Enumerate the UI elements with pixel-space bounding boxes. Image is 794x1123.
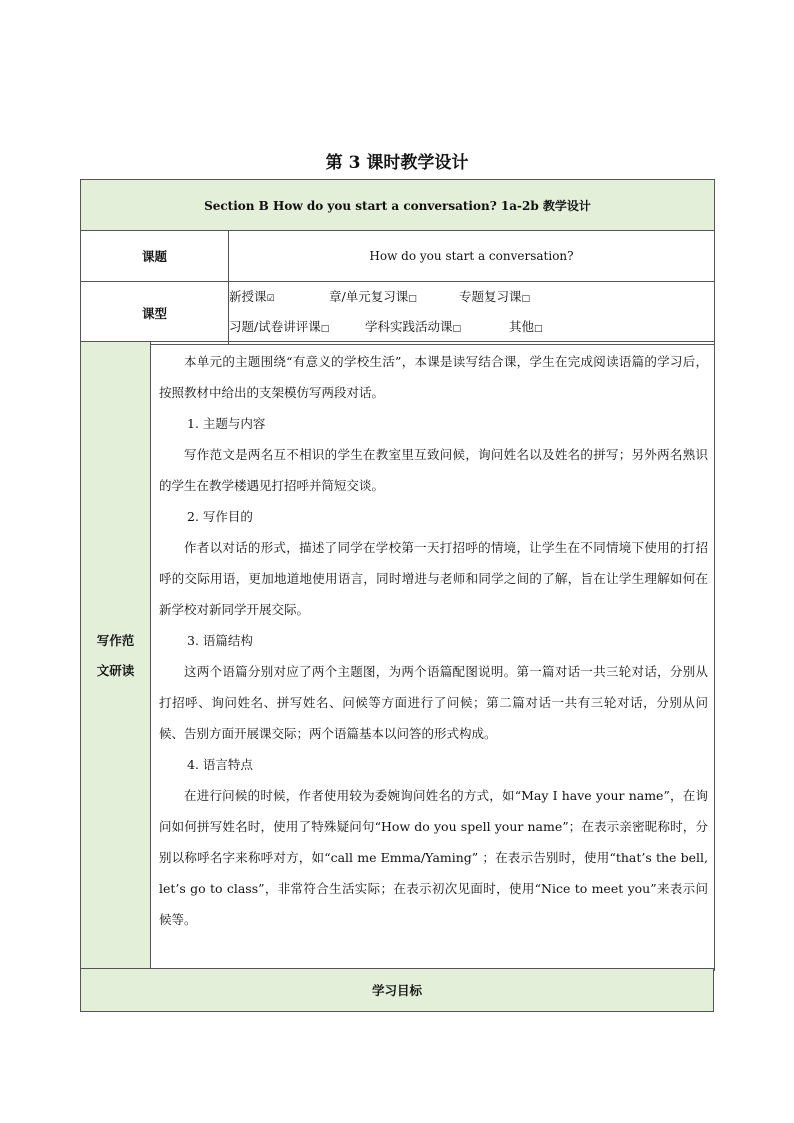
reading-section-table xyxy=(80,341,715,971)
heading-topic-content: 1. 主题与内容 xyxy=(187,416,266,431)
heading-text-structure: 3. 语篇结构 xyxy=(187,633,253,648)
topic-value: How do you start a conversation? xyxy=(229,231,715,282)
heading-writing-purpose: 2. 写作目的 xyxy=(187,509,253,524)
section-label: 写作范 文研读 xyxy=(81,342,151,971)
lesson-type-option[interactable]: 学科实践活动课□ xyxy=(365,319,462,334)
checkbox-icon: □ xyxy=(320,324,330,334)
topic-content-paragraph: 写作范文是两名互不相识的学生在教室里互致问候，询问姓名以及姓名的拼写；另外两名熟识的学生在教学楼遇见打招呼并简短交谈。 xyxy=(159,447,708,493)
intro-paragraph: 本单元的主题围绕“有意义的学校生活”，本课是读写结合课，学生在完成阅读语篇的学习后，按照教材中给出的支架模仿写两段对话。 xyxy=(159,354,708,400)
language-features-paragraph: 在进行问候的时候，作者使用较为委婉询问姓名的方式，如“May I have your name”，在询问如何拼写姓名时，使用了特殊疑问句“How do you spell your name”；在表示亲密昵称时，分别以称呼名字来称呼对方，如“call me Emma/Yaming” ；在表示告别时，使用“that’s the bell, let’s go to class”，非常符合生活实际；在表示初次见面时，使用“Nice to meet you”来表示问候等。 xyxy=(159,788,708,927)
text-structure-paragraph: 这两个语篇分别对应了两个主题图，为两个语篇配图说明。第一篇对话一共三轮对话，分别从打招呼、询问姓名、拼写姓名、问候等方面进行了问候；第二篇对话一共有三轮对话，分别从问候、告别方面开展课交际；两个语篇基本以问答的形式构成。 xyxy=(159,664,708,741)
lesson-type-label: 课型 xyxy=(81,282,229,345)
goals-table xyxy=(80,968,714,1012)
checkbox-icon: □ xyxy=(521,294,531,304)
lesson-type-row-2 xyxy=(229,313,714,343)
checkbox-icon: □ xyxy=(408,294,417,304)
learning-goals-header: 学习目标 xyxy=(81,969,714,1012)
checkbox-icon: □ xyxy=(534,324,543,334)
writing-purpose-paragraph: 作者以对话的形式，描述了同学在学校第一天打招呼的情境，让学生在不同情境下使用的打招呼的交际用语，更加地道地使用语言，同时增进与老师和同学之间的了解，旨在让学生理解如何在新学校对新同学开展交际。 xyxy=(159,540,708,617)
lesson-type-option[interactable]: 习题/试卷讲评课□ xyxy=(229,319,330,334)
checkbox-icon: □ xyxy=(452,324,462,334)
heading-language-features: 4. 语言特点 xyxy=(187,757,253,772)
lesson-type-options xyxy=(229,282,715,345)
lesson-type-option[interactable]: 章/单元复习课□ xyxy=(329,289,417,304)
document-title: 第 3 课时教学设计 xyxy=(325,153,469,173)
lesson-type-option[interactable]: 专题复习课□ xyxy=(459,289,531,304)
lesson-type-option[interactable]: 新授课☑ xyxy=(229,289,275,304)
section-content xyxy=(151,342,715,971)
lesson-design-table xyxy=(80,179,715,345)
table-header: Section B How do you start a conversation? 1a-2b 教学设计 xyxy=(81,180,715,231)
lesson-type-option[interactable]: 其他□ xyxy=(509,319,543,334)
checked-box-icon: ☑ xyxy=(266,294,275,304)
lesson-type-row-1 xyxy=(229,283,714,313)
topic-label: 课题 xyxy=(81,231,229,282)
